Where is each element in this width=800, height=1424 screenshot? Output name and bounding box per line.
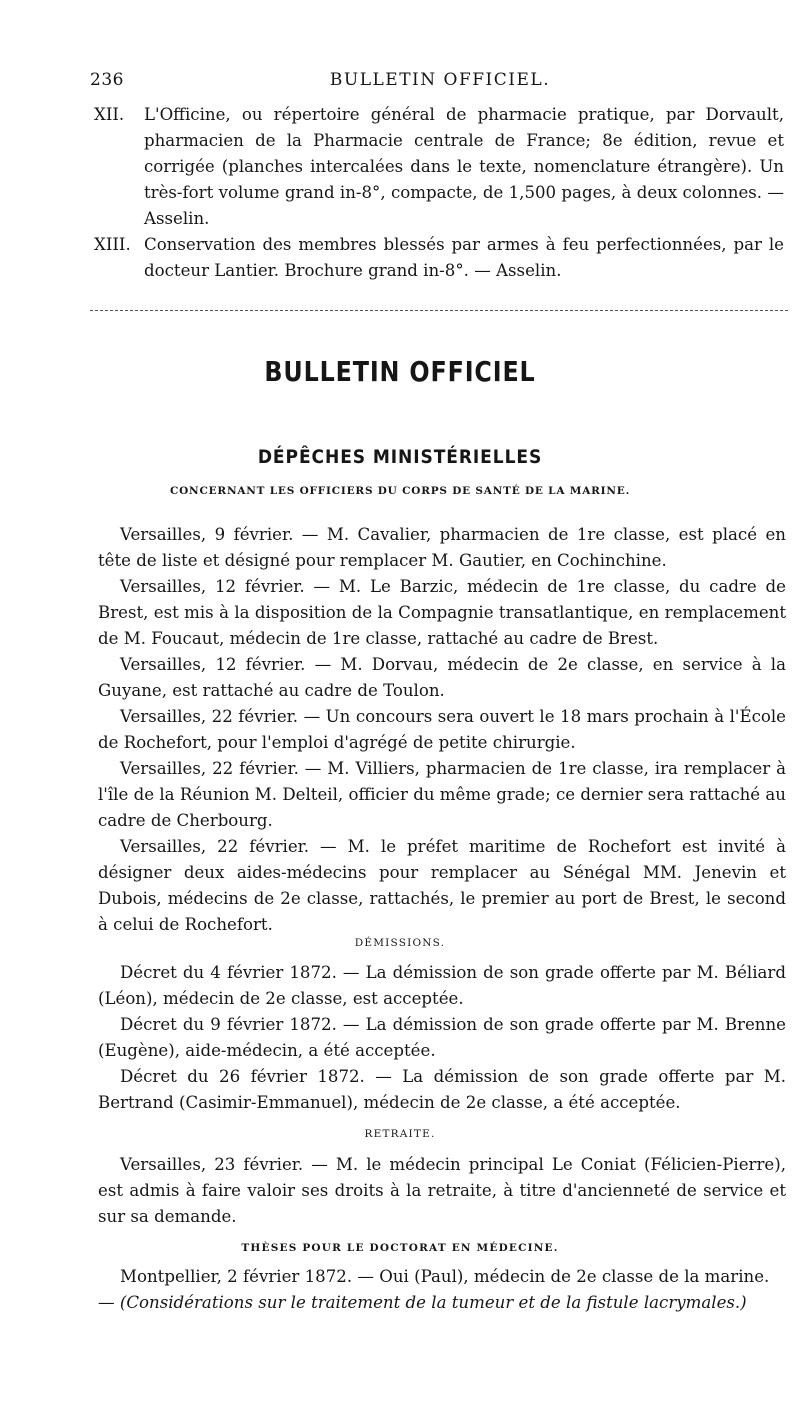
retraite-entry: Versailles, 23 février. — M. le médecin principal Le Coniat (Félicien-Pierre), est admis à faire valoir ses droits à la retraite, à titre d'ancienneté de service et sur sa demande. bbox=[98, 1155, 786, 1226]
dispatch-entry: Versailles, 12 février. — M. Dorvau, médecin de 2e classe, en service à la Guyane, est rattaché au cadre de Toulon. bbox=[98, 655, 786, 700]
theses-line-2 bbox=[98, 1290, 786, 1316]
running-title: BULLETIN OFFICIEL. bbox=[329, 70, 551, 90]
demission-entry: Décret du 9 février 1872. — La démission de son grade offerte par M. Brenne (Eugène), aide-médecin, a été acceptée. bbox=[98, 1015, 786, 1060]
item-text: Conservation des membres blessés par armes à feu perfectionnées, par le docteur Lantier. Brochure grand in-8°. — Asselin. bbox=[144, 235, 784, 280]
page-number: 236 bbox=[90, 70, 124, 90]
theses-heading: THÈSES POUR LE DOCTORAT EN MÉDECINE. bbox=[241, 1242, 559, 1254]
section-subtitle: CONCERNANT LES OFFICIERS DU CORPS DE SANTÉ DE LA MARINE. bbox=[169, 485, 631, 497]
main-title: BULLETIN OFFICIEL bbox=[264, 355, 536, 388]
dispatch-entry: Versailles, 22 février. — M. Villiers, pharmacien de 1re classe, ira remplacer à l'île de la Réunion M. Delteil, officier du même grade; ce dernier sera rattaché au cadre de Cherbourg. bbox=[98, 759, 786, 830]
demissions-heading: DÉMISSIONS. bbox=[354, 937, 446, 949]
section-divider bbox=[90, 310, 788, 311]
demission-entry: Décret du 26 février 1872. — La démission de son grade offerte par M. Bertrand (Casimir-Emmanuel), médecin de 2e classe, a été acceptée. bbox=[98, 1067, 786, 1112]
bibliography-item-12 bbox=[94, 102, 784, 232]
item-text: L'Officine, ou répertoire général de pharmacie pratique, par Dorvault, pharmacien de la Pharmacie centrale de France; 8e édition, revue et corrigée (planches intercalées dans le texte, nomenclature étrangère). Un très-fort volume grand in-8°, compacte, de 1,500 pages, à deux colonnes. — Asselin. bbox=[144, 105, 784, 228]
page-header bbox=[90, 70, 790, 96]
theses-entry bbox=[98, 1264, 786, 1290]
theses-line-1: Montpellier, 2 février 1872. — Oui (Paul), médecin de 2e classe de la marine. bbox=[120, 1267, 770, 1286]
dispatch-entry: Versailles, 22 février. — M. le préfet maritime de Rochefort est invité à désigner deux aides-médecins pour remplacer au Sénégal MM. Jenevin et Dubois, médecins de 2e classe, rattachés, le premier au port de Brest, le second à celui de Rochefort. bbox=[98, 837, 786, 934]
retraite-heading: RETRAITE. bbox=[364, 1128, 436, 1140]
item-number: XII. bbox=[94, 105, 125, 124]
dispatch-entry: Versailles, 22 février. — Un concours sera ouvert le 18 mars prochain à l'École de Rochefort, pour l'emploi d'agrégé de petite chirurgie. bbox=[98, 707, 786, 752]
dispatch-entry: Versailles, 12 février. — M. Le Barzic, médecin de 1re classe, du cadre de Brest, est mis à la disposition de la Compagnie transatlantique, en remplacement de M. Foucaut, médecin de 1re classe, rattaché au cadre de Brest. bbox=[98, 577, 786, 648]
item-number: XIII. bbox=[94, 235, 131, 254]
dash: — bbox=[98, 1293, 115, 1312]
section-title: DÉPÊCHES MINISTÉRIELLES bbox=[257, 446, 543, 468]
thesis-title: (Considérations sur le traitement de la tumeur et de la fistule lacrymales.) bbox=[119, 1293, 747, 1312]
dispatch-entry: Versailles, 9 février. — M. Cavalier, pharmacien de 1re classe, est placé en tête de liste et désigné pour remplacer M. Gautier, en Cochinchine. bbox=[98, 525, 786, 570]
bibliography-item-13 bbox=[94, 232, 784, 284]
demission-entry: Décret du 4 février 1872. — La démission de son grade offerte par M. Béliard (Léon), médecin de 2e classe, est acceptée. bbox=[98, 963, 786, 1008]
